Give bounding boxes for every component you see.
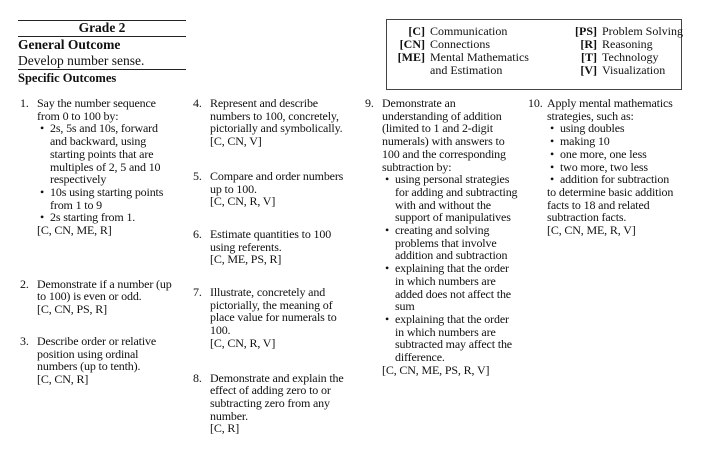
outcome-line: strategies, such as: — [547, 108, 634, 123]
outcome-line: numbers to 100, concretely, — [210, 108, 339, 123]
legend-code: [ME] — [397, 50, 425, 64]
outcome-item — [20, 97, 186, 237]
outcome-line: understanding of addition — [382, 108, 502, 123]
outcome-number: 3. — [20, 333, 29, 348]
legend-code: [C] — [408, 24, 425, 38]
outcome-line: respectively — [50, 172, 107, 187]
outcome-item — [20, 278, 186, 316]
outcome-line: up to 100. — [210, 181, 257, 196]
outcome-line: [C, CN, PS, R] — [37, 302, 107, 317]
bullet-line: • 10s using starting points — [37, 186, 186, 199]
outcome-number: 4. — [193, 96, 202, 110]
outcome-line: numbers (up to tenth). — [37, 359, 141, 374]
outcome-number: 7. — [193, 285, 202, 300]
outcome-line: subtracting zero from any — [210, 395, 330, 410]
outcome-number: 8. — [193, 370, 202, 385]
outcome-number: 5. — [193, 168, 202, 183]
outcome-item — [193, 97, 359, 148]
legend-code: [V] — [580, 63, 597, 77]
outcome-line: sum — [395, 299, 415, 314]
outcome-line: to determine basic addition — [547, 184, 674, 199]
bullet-line: • using doubles — [547, 122, 704, 135]
outcome-item — [193, 170, 359, 208]
bullet-line: • explaining that the order — [382, 313, 522, 326]
outcome-line: Apply mental mathematics — [547, 96, 673, 110]
outcome-number: 9. — [365, 96, 374, 110]
legend-label: and Estimation — [430, 63, 503, 77]
outcome-line: using referents. — [210, 239, 282, 254]
outcome-line: pictorially and symbolically. — [210, 121, 343, 136]
outcome-item — [365, 97, 522, 376]
outcome-line: to 100) is even or odd. — [37, 289, 142, 304]
outcome-line: support of manipulatives — [395, 210, 511, 225]
outcome-line: effect of adding zero to or — [210, 383, 331, 398]
outcome-line: in which numbers are — [395, 273, 496, 288]
bullet-line: • using personal strategies — [382, 173, 522, 186]
outcome-line: 100 and the corresponding — [382, 146, 506, 161]
outcome-line: in which numbers are — [395, 324, 496, 339]
legend-entry — [563, 64, 665, 77]
outcome-line: Describe order or relative — [37, 333, 157, 348]
outcome-line: Demonstrate and explain the — [210, 370, 344, 385]
bullet-line: • explaining that the order — [382, 262, 522, 275]
specific-outcomes-label: Specific Outcomes — [18, 71, 117, 85]
outcome-line: problems that involve — [395, 235, 497, 250]
bullet-line: • addition for subtraction — [547, 173, 704, 186]
outcome-line: subtraction by: — [382, 159, 452, 174]
legend-label: Communication — [430, 24, 508, 38]
outcome-line: subtraction facts. — [547, 210, 627, 225]
outcome-line: for adding and subtracting — [395, 184, 518, 199]
divider — [18, 69, 186, 70]
outcome-item — [20, 335, 186, 386]
outcome-line: added does not affect the — [395, 286, 511, 301]
bullet-line: • two more, two less — [547, 161, 704, 174]
outcome-number: 10. — [528, 96, 543, 110]
outcome-line: addition and subtraction — [395, 248, 508, 263]
outcome-line: starting points that are — [50, 146, 154, 161]
outcome-line: Compare and order numbers — [210, 168, 344, 183]
bullet-line: • making 10 — [547, 135, 704, 148]
process-legend — [386, 19, 682, 90]
outcome-line: number. — [210, 408, 248, 423]
grade-title: Grade 2 — [78, 20, 126, 35]
outcomes-column-1 — [20, 97, 186, 386]
outcome-line: [C, CN, R] — [37, 371, 89, 386]
legend-code: [T] — [581, 50, 597, 64]
outcome-number: 6. — [193, 226, 202, 241]
outcome-item — [193, 286, 359, 350]
legend-label: Reasoning — [602, 37, 653, 51]
legend-label: Problem Solving — [602, 24, 684, 38]
outcome-number: 1. — [20, 96, 29, 110]
outcome-line: multiples of 2, 5 and 10 — [50, 159, 161, 174]
outcome-line: [C, CN, ME, R] — [37, 223, 112, 238]
outcome-line: (limited to 1 and 2-digit — [382, 121, 493, 136]
general-outcome: Develop number sense. — [18, 53, 145, 68]
outcome-line: with and without the — [395, 197, 491, 212]
outcome-line: difference. — [395, 350, 445, 365]
outcomes-column-2 — [193, 97, 359, 435]
outcome-line: Demonstrate if a number (up — [37, 276, 172, 291]
outcome-line: 100. — [210, 323, 231, 338]
legend-code: [CN] — [399, 37, 425, 51]
legend-label: Mental Mathematics — [430, 50, 529, 64]
outcome-line: [C, CN, R, V] — [210, 335, 276, 350]
outcome-line: and backward, using — [50, 134, 147, 149]
legend-label: Technology — [602, 50, 659, 64]
outcome-item — [528, 97, 704, 237]
bullet-line: • creating and solving — [382, 224, 522, 237]
bullet-line: • one more, one less — [547, 148, 704, 161]
legend-label: Connections — [430, 37, 490, 51]
outcome-line: Represent and describe — [210, 96, 318, 110]
outcome-line: subtracted may affect the — [395, 337, 512, 352]
outcome-line: Demonstrate an — [382, 96, 456, 110]
outcome-line: from 0 to 100 by: — [37, 108, 119, 123]
outcome-line: Say the number sequence — [37, 96, 156, 110]
outcome-line: [C, ME, PS, R] — [210, 252, 282, 267]
outcome-line: [C, CN, R, V] — [210, 194, 276, 209]
outcome-line: [C, R] — [210, 421, 240, 436]
outcomes-column-3 — [365, 97, 522, 376]
bullet-line: • 2s, 5s and 10s, forward — [37, 122, 186, 135]
outcome-line: pictorially, the meaning of — [210, 297, 333, 312]
outcome-line: from 1 to 9 — [50, 197, 103, 212]
outcome-number: 2. — [20, 276, 29, 291]
outcome-line: position using ordinal — [37, 346, 139, 361]
outcome-item — [193, 372, 359, 436]
legend-code: [R] — [580, 37, 597, 51]
outcome-line: [C, CN, V] — [210, 134, 262, 149]
outcome-line: facts to 18 and related — [547, 197, 650, 212]
outcome-line: Illustrate, concretely and — [210, 285, 326, 300]
general-outcome-label: General Outcome — [18, 37, 121, 52]
legend-entry — [391, 64, 502, 77]
outcome-line: numerals) with answers to — [382, 134, 505, 149]
outcome-line: place value for numerals to — [210, 310, 337, 325]
outcome-line: Estimate quantities to 100 — [210, 226, 332, 241]
bullet-line: • 2s starting from 1. — [37, 211, 186, 224]
outcome-item — [193, 228, 359, 266]
legend-label: Visualization — [602, 63, 666, 77]
outcomes-column-4 — [528, 97, 704, 237]
legend-code: [PS] — [575, 24, 597, 38]
outcome-line: [C, CN, ME, R, V] — [547, 223, 636, 238]
outcome-line: [C, CN, ME, PS, R, V] — [382, 362, 490, 377]
